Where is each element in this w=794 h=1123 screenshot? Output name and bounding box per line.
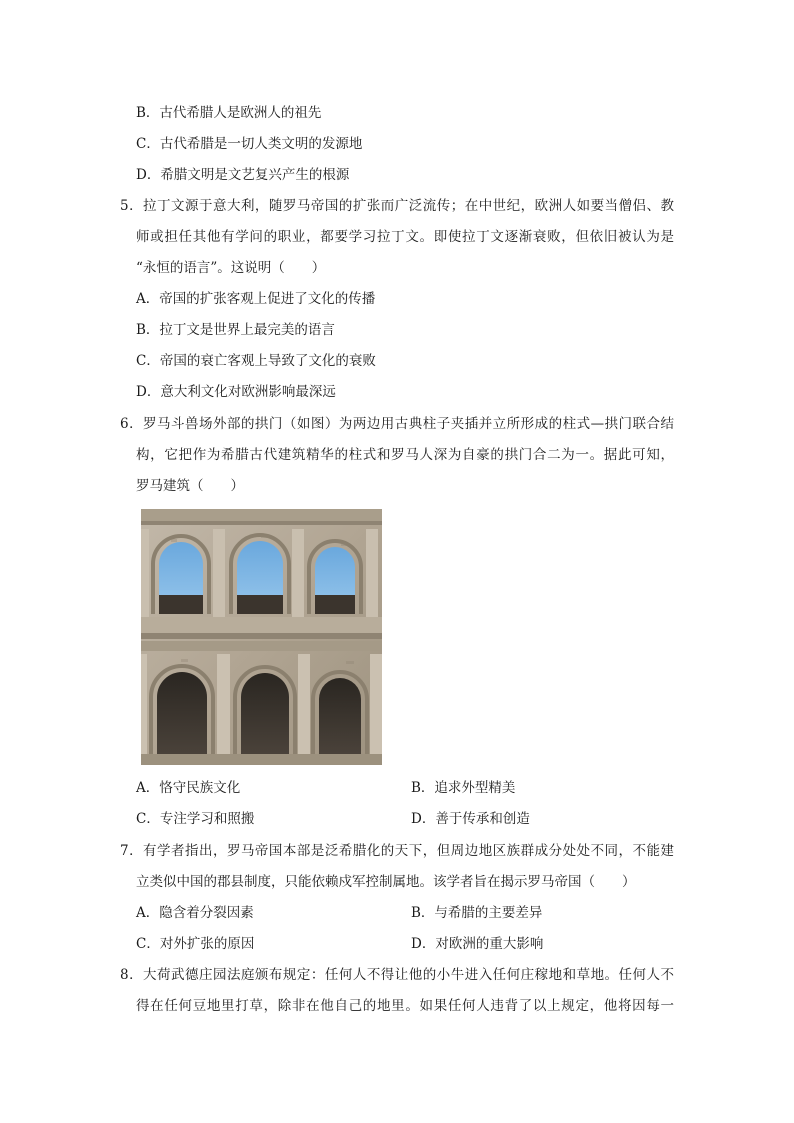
q7-stem-line-1: 7．有学者指出，罗马帝国本部是泛希腊化的天下，但周边地区族群成分处处不同，不能建	[120, 843, 674, 859]
q4-option-c: C．古代希腊是一切人类文明的发源地	[136, 136, 363, 152]
q5-option-c: C．帝国的衰亡客观上导致了文化的衰败	[136, 353, 376, 369]
q6-stem-line-2: 构，它把作为希腊古代建筑精华的柱式和罗马人深为自豪的拱门合二为一。据此可知，	[136, 447, 674, 463]
q7-stem-line-2: 立类似中国的郡县制度，只能依赖戍军控制属地。该学者旨在揭示罗马帝国（ ）	[136, 874, 636, 890]
q4-option-b: B．古代希腊人是欧洲人的祖先	[136, 105, 322, 121]
q7-option-d: D．对欧洲的重大影响	[411, 936, 544, 952]
q5-option-a: A．帝国的扩张客观上促进了文化的传播	[136, 291, 376, 307]
q6-option-b: B．追求外型精美	[411, 780, 516, 796]
q5-stem-line-2: 师或担任其他有学问的职业，都要学习拉丁文。即使拉丁文逐渐衰败，但依旧被认为是	[136, 229, 674, 245]
q7-option-a: A．隐含着分裂因素	[136, 905, 254, 921]
q6-stem-line-1: 6．罗马斗兽场外部的拱门（如图）为两边用古典柱子夹插并立所形成的柱式—拱门联合结	[120, 416, 674, 432]
q5-stem-line-1: 5．拉丁文源于意大利，随罗马帝国的扩张而广泛流传；在中世纪，欧洲人如要当僧侣、教	[120, 198, 674, 214]
q5-option-b: B．拉丁文是世界上最完美的语言	[136, 322, 335, 338]
q6-option-d: D．善于传承和创造	[411, 811, 530, 827]
q6-stem-line-3: 罗马建筑（ ）	[136, 478, 244, 494]
q6-option-c: C．专注学习和照搬	[136, 811, 255, 827]
q4-option-d: D．希腊文明是文艺复兴产生的根源	[136, 167, 350, 183]
q7-option-c: C．对外扩张的原因	[136, 936, 255, 952]
q5-stem-line-3: “永恒的语言”。这说明（ ）	[136, 260, 326, 276]
q5-option-d: D．意大利文化对欧洲影响最深远	[136, 384, 336, 400]
q7-option-b: B．与希腊的主要差异	[411, 905, 543, 921]
colosseum-arches-image	[141, 509, 382, 765]
q8-stem-line-2: 得在任何豆地里打草，除非在他自己的地里。如果任何人违背了以上规定，他将因每一	[136, 998, 674, 1014]
q8-stem-line-1: 8．大荷武德庄园法庭颁布规定：任何人不得让他的小牛进入任何庄稼地和草地。任何人不	[120, 967, 674, 983]
q6-option-a: A．恪守民族文化	[136, 780, 241, 796]
